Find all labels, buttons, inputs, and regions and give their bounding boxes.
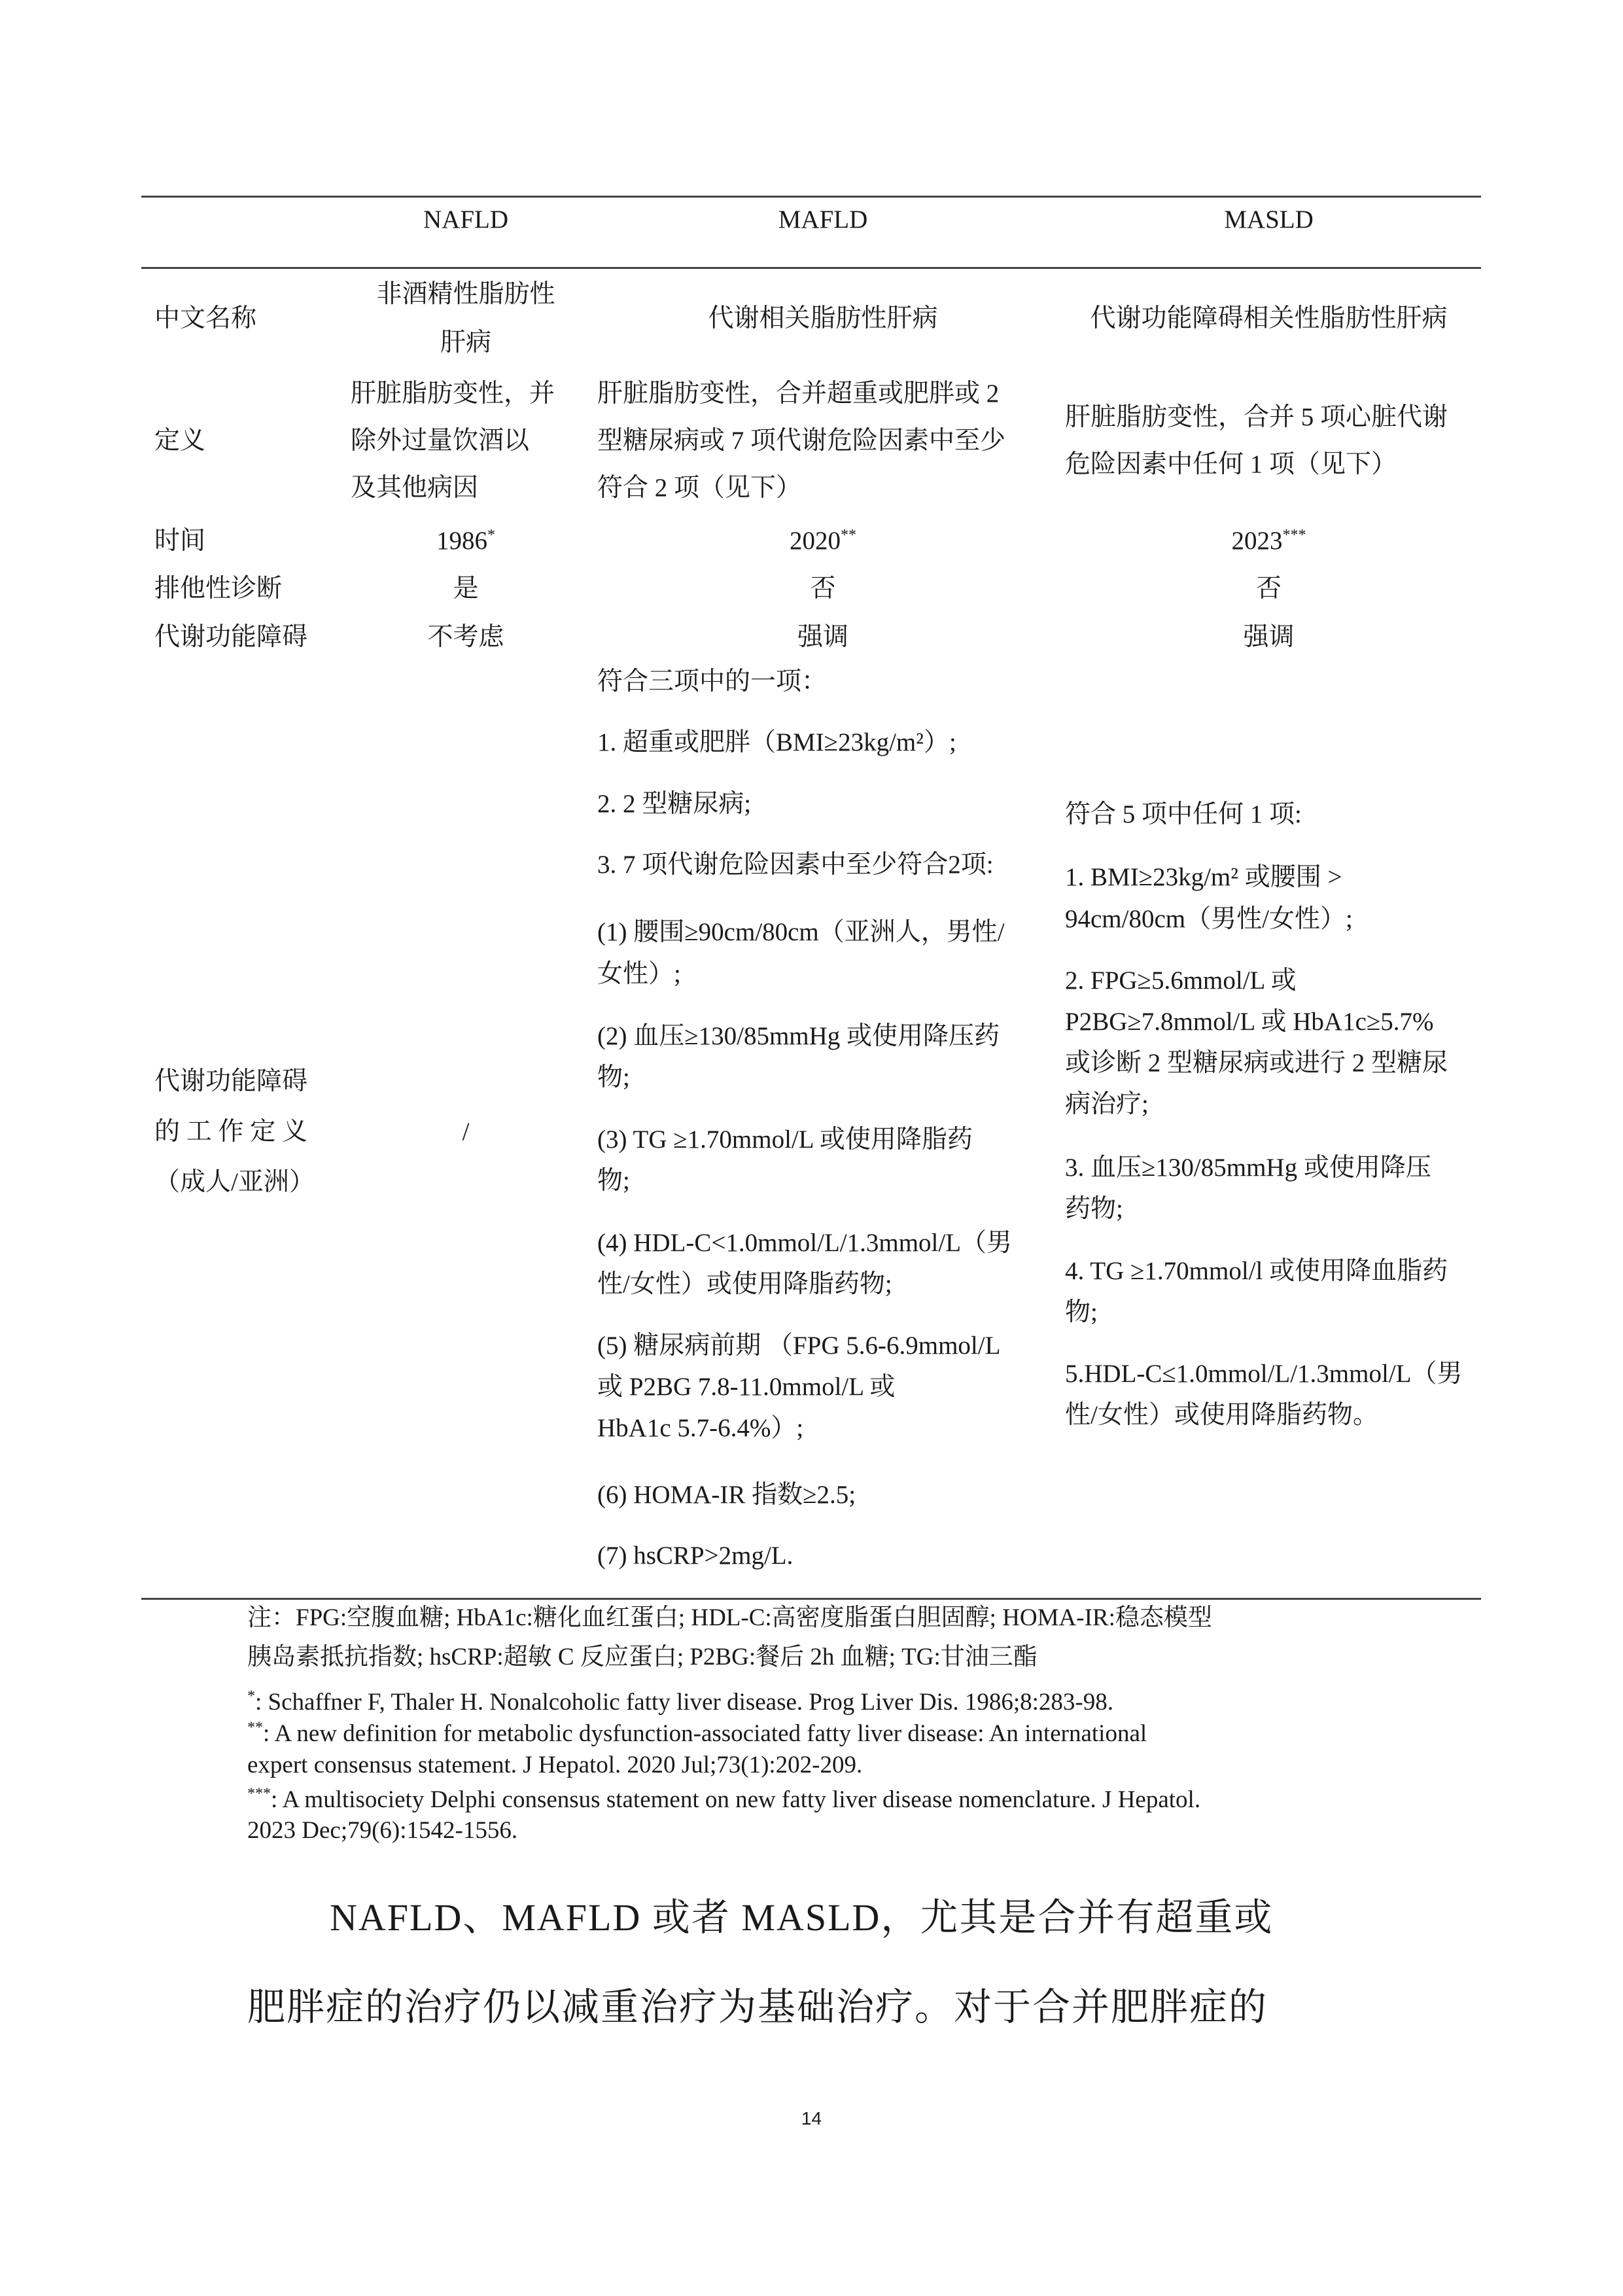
nafld-working-def: / (462, 1118, 470, 1146)
masld-exclusion: 否 (1255, 574, 1282, 603)
reference-2-line2: expert consensus statement. J Hepatol. 2020 Jul;73(1):202-209. (247, 1752, 863, 1778)
row-label-metabolic: 代谢功能障碍 (154, 623, 308, 651)
masld-criterion-3-line1: 3. 血压≥130/85mmHg 或使用降压 (1065, 1154, 1431, 1182)
row-label-working-def-line2: 的 工 作 定 义 (154, 1118, 308, 1146)
mafld-risk-5-line2: 或 P2BG 7.8-11.0mmol/L 或 (597, 1373, 896, 1401)
masld-definition-line1: 肝脏脂肪变性，合并 5 项心脏代谢 (1065, 403, 1448, 431)
masld-criterion-2-line4: 病治疗; (1065, 1090, 1149, 1118)
table-header-rule (141, 267, 1481, 269)
nafld-exclusion: 是 (453, 574, 479, 603)
reference-2-mark: ** (247, 1719, 263, 1737)
nafld-year-footnote-mark: * (487, 527, 495, 544)
masld-criterion-4-line1: 4. TG ≥1.70mmol/l 或使用降血脂药 (1065, 1257, 1448, 1285)
masld-criteria-intro: 符合 5 项中任何 1 项: (1065, 800, 1302, 828)
reference-3-line1 (247, 1783, 1200, 1817)
mafld-risk-5-line1: (5) 糖尿病前期 （FPG 5.6-6.9mmol/L (597, 1332, 1001, 1360)
page-number: 14 (801, 2108, 822, 2128)
mafld-risk-2-line1: (2) 血压≥130/85mmHg 或使用降压药 (597, 1022, 1000, 1050)
mafld-year-value: 2020 (790, 527, 841, 555)
masld-criterion-2-line1: 2. FPG≥5.6mmol/L 或 (1065, 966, 1297, 995)
mafld-name: 代谢相关脂肪性肝病 (708, 304, 938, 332)
mafld-year-footnote-mark: ** (841, 527, 856, 544)
reference-1-mark: * (247, 1687, 255, 1705)
mafld-criterion-1: 1. 超重或肥胖（BMI≥23kg/m²）; (597, 728, 956, 756)
masld-criterion-4-line2: 物; (1065, 1298, 1098, 1326)
reference-2-line1 (247, 1717, 1147, 1751)
reference-3-mark: *** (247, 1785, 271, 1803)
nafld-definition-line1: 肝脏脂肪变性，并 (351, 380, 555, 408)
nafld-year-value: 1986 (436, 527, 487, 555)
mafld-criterion-2: 2. 2 型糖尿病; (597, 790, 752, 818)
mafld-definition-line1: 肝脏脂肪变性，合并超重或肥胖或 2 (597, 380, 1000, 408)
nafld-metabolic: 不考虑 (427, 623, 504, 651)
row-label-time: 时间 (154, 527, 206, 555)
nafld-definition-line2: 除外过量饮酒以 (351, 427, 530, 455)
body-paragraph-line2: 肥胖症的治疗仍以减重治疗为基础治疗。对于合并肥胖症的 (247, 1986, 1268, 2028)
mafld-criteria-intro: 符合三项中的一项： (597, 667, 828, 696)
reference-1 (247, 1686, 1113, 1720)
mafld-year (594, 518, 1052, 565)
masld-definition-line2: 危险因素中任何 1 项（见下） (1065, 450, 1397, 478)
mafld-risk-2-line2: 物; (597, 1063, 630, 1091)
masld-criterion-2-line3: 或诊断 2 型糖尿病或进行 2 型糖尿 (1065, 1049, 1448, 1077)
mafld-risk-4-line2: 性/女性）或使用降脂药物; (597, 1270, 892, 1298)
row-label-working-def-line3: （成人/亚洲） (154, 1168, 315, 1196)
nafld-name-line1: 非酒精性脂肪性 (376, 280, 555, 308)
masld-criterion-1-line1: 1. BMI≥23kg/m² 或腰围 > (1065, 863, 1342, 891)
masld-year-footnote-mark: *** (1282, 527, 1306, 544)
row-label-exclusion: 排他性诊断 (154, 574, 283, 603)
masld-year (1056, 518, 1481, 565)
mafld-risk-5-line3: HbA1c 5.7-6.4%）; (597, 1414, 804, 1442)
masld-metabolic: 强调 (1243, 623, 1295, 651)
header-masld: MASLD (1224, 205, 1314, 234)
header-nafld: NAFLD (423, 205, 508, 234)
mafld-definition-line2: 型糖尿病或 7 项代谢危险因素中至少 (597, 427, 1006, 455)
row-label-definition: 定义 (154, 427, 206, 455)
masld-name: 代谢功能障碍相关性脂肪性肝病 (1090, 304, 1448, 332)
nafld-name-line2: 肝病 (440, 328, 491, 357)
abbreviation-note-line2: 胰岛素抵抗指数; hsCRP:超敏 C 反应蛋白; P2BG:餐后 2h 血糖; TG:甘油三酯 (247, 1644, 1038, 1670)
reference-1-text: : Schaffner F, Thaler H. Nonalcoholic fatty liver disease. Prog Liver Dis. 1986;8:283-98. (255, 1689, 1113, 1716)
reference-3-text-line1: : A multisociety Delphi consensus statement on new fatty liver disease nomenclature. J Hepatol. (271, 1786, 1201, 1813)
mafld-definition-line3: 符合 2 项（见下） (597, 474, 802, 502)
masld-year-value: 2023 (1231, 527, 1283, 555)
mafld-exclusion: 否 (810, 574, 836, 603)
body-paragraph-line1: NAFLD、MAFLD 或者 MASLD，尤其是合并有超重或 (330, 1896, 1274, 1939)
row-label-name: 中文名称 (154, 304, 257, 332)
masld-criterion-3-line2: 药物; (1065, 1195, 1123, 1223)
row-label-working-def-line1: 代谢功能障碍 (154, 1067, 308, 1095)
mafld-risk-1-line2: 女性）; (597, 960, 681, 988)
mafld-criterion-3: 3. 7 项代谢危险因素中至少符合2项: (597, 851, 994, 879)
mafld-risk-7: (7) hsCRP>2mg/L. (597, 1542, 794, 1570)
mafld-risk-3-line2: 物; (597, 1167, 630, 1195)
reference-2-text-line1: : A new definition for metabolic dysfunction-associated fatty liver disease: An international (263, 1720, 1147, 1747)
abbreviation-note-line1: 注：FPG:空腹血糖; HbA1c:糖化血红蛋白; HDL-C:高密度脂蛋白胆固醇; HOMA-IR:稳态模型 (247, 1604, 1212, 1631)
mafld-risk-4-line1: (4) HDL-C<1.0mmol/L/1.3mmol/L（男 (597, 1229, 1013, 1257)
masld-criterion-5-line1: 5.HDL-C≤1.0mmol/L/1.3mmol/L（男 (1065, 1360, 1463, 1388)
reference-3-line2: 2023 Dec;79(6):1542-1556. (247, 1817, 518, 1844)
nafld-year (341, 518, 590, 565)
mafld-risk-6: (6) HOMA-IR 指数≥2.5; (597, 1481, 856, 1509)
masld-criterion-2-line2: P2BG≥7.8mmol/L 或 HbA1c≥5.7% (1065, 1008, 1434, 1036)
mafld-risk-1-line1: (1) 腰围≥90cm/80cm（亚洲人，男性/ (597, 918, 1005, 946)
header-mafld: MAFLD (778, 205, 868, 234)
table-bottom-rule (141, 1598, 1481, 1600)
nafld-definition-line3: 及其他病因 (351, 474, 479, 502)
mafld-metabolic: 强调 (797, 623, 848, 651)
mafld-risk-3-line1: (3) TG ≥1.70mmol/L 或使用降脂药 (597, 1125, 973, 1154)
masld-criterion-1-line2: 94cm/80cm（男性/女性）; (1065, 905, 1353, 933)
masld-criterion-5-line2: 性/女性）或使用降脂药物。 (1065, 1401, 1378, 1429)
